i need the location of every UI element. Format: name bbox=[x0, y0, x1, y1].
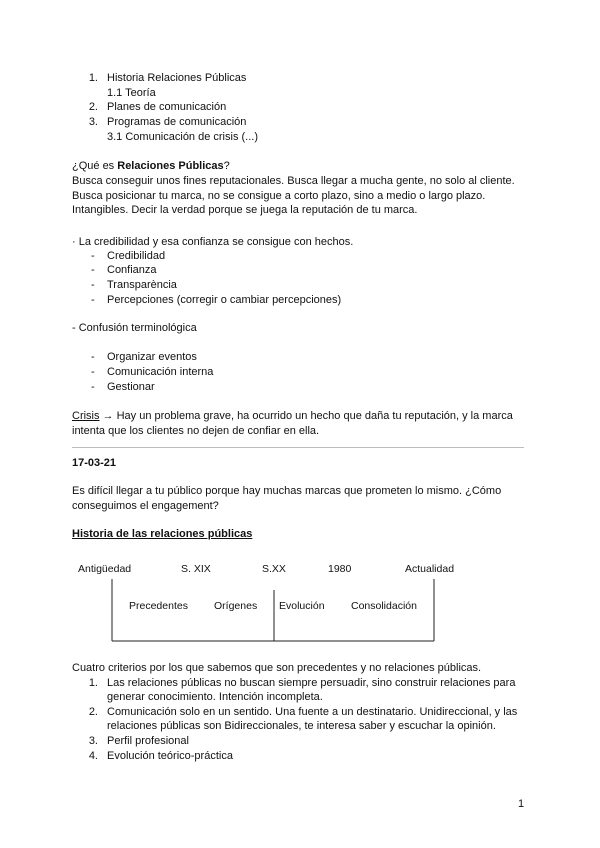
paragraph-line: Es difícil llegar a tu público porque hay muchas marcas que prometen lo mismo. ¿Cómo bbox=[72, 485, 502, 497]
timeline-stage: Evolución bbox=[279, 600, 325, 612]
paragraph-line: Busca posicionar tu marca, no se consigue a corto plazo, sino a medio o largo plazo. bbox=[72, 189, 486, 202]
date-heading: 17-03-21 bbox=[72, 457, 117, 469]
timeline-label: S.XX bbox=[262, 563, 286, 575]
confusion-title: - Confusión terminológica bbox=[72, 322, 197, 334]
crisis-term: Crisis bbox=[72, 410, 100, 422]
criteria-line: Las relaciones públicas no buscan siempre persuadir, sino construir relaciones para bbox=[107, 677, 516, 689]
outline-item: Planes de comunicación bbox=[107, 101, 227, 113]
timeline-label: S. XIX bbox=[181, 563, 211, 575]
outline-number: 1. bbox=[88, 72, 98, 84]
timeline-stage: Consolidación bbox=[351, 600, 417, 612]
criteria-number: 2. bbox=[88, 706, 98, 718]
paragraph-line: Busca conseguir unos fines reputacionales. Busca llegar a mucha gente, no solo al cliente. bbox=[72, 175, 515, 187]
rp-question-bold: Relaciones Públicas bbox=[117, 160, 224, 172]
criteria-intro: Cuatro criterios por los que sabemos que son precedentes y no relaciones públicas. bbox=[72, 662, 482, 674]
bullet-dash: - bbox=[91, 264, 95, 276]
paragraph-line: conseguimos el engagement? bbox=[72, 499, 219, 512]
rp-question-suffix: ? bbox=[223, 160, 230, 172]
criteria-line: Evolución teórico-práctica bbox=[107, 750, 233, 762]
timeline-label: 1980 bbox=[328, 563, 352, 575]
outline-subitem: 3.1 Comunicación de crisis (...) bbox=[107, 131, 258, 143]
criteria-line: Comunicación solo en un sentido. Una fuente a un destinatario. Unidireccional, y las bbox=[107, 706, 518, 718]
crisis-line-2: intenta que los clientes no dejen de confiar en ella. bbox=[72, 425, 320, 437]
outline-number: 2. bbox=[88, 101, 98, 113]
outline-item: Programas de comunicación bbox=[107, 116, 247, 128]
list-item: Percepciones (corregir o cambiar percepciones) bbox=[107, 294, 342, 306]
list-item: Confianza bbox=[107, 264, 157, 276]
criteria-line: relaciones públicas son Bidireccionales, te interesa saber y escuchar la opinión. bbox=[107, 720, 496, 732]
outline-subitem: 1.1 Teoría bbox=[107, 87, 156, 99]
criteria-line: generar conocimiento. Intención incompleta. bbox=[107, 691, 323, 703]
bullet-dash: - bbox=[91, 351, 95, 363]
page-number: 1 bbox=[518, 798, 525, 810]
criteria-number: 1. bbox=[88, 677, 98, 689]
list-item: Transparència bbox=[107, 279, 177, 291]
credibility-intro: · La credibilidad y esa confianza se consigue con hechos. bbox=[72, 236, 354, 248]
list-item: Credibilidad bbox=[107, 250, 166, 262]
bullet-dash: - bbox=[91, 279, 95, 291]
outline-item: Historia Relaciones Públicas bbox=[107, 72, 247, 84]
bullet-dash: - bbox=[91, 381, 95, 393]
timeline-label: Actualidad bbox=[405, 563, 455, 575]
bullet-dash: - bbox=[91, 250, 95, 262]
list-item: Organizar eventos bbox=[107, 351, 197, 363]
criteria-line: Perfil profesional bbox=[107, 735, 189, 747]
paragraph-line: Intangibles. Decir la verdad porque se juega la reputación de tu marca. bbox=[72, 204, 418, 217]
history-title: Historia de las relaciones públicas bbox=[72, 528, 253, 540]
crisis-definition: → Hay un problema grave, ha ocurrido un hecho que daña tu reputación, y la marca bbox=[99, 410, 513, 422]
rp-question-prefix: ¿Qué es bbox=[72, 160, 118, 172]
bullet-dash: - bbox=[91, 294, 95, 306]
outline-number: 3. bbox=[88, 116, 98, 128]
timeline-stage: Orígenes bbox=[214, 600, 258, 612]
timeline-label: Antigüedad bbox=[78, 563, 132, 575]
timeline-stage: Precedentes bbox=[129, 600, 188, 612]
criteria-number: 3. bbox=[88, 735, 98, 747]
list-item: Gestionar bbox=[107, 381, 155, 393]
criteria-number: 4. bbox=[88, 750, 98, 762]
bullet-dash: - bbox=[91, 366, 95, 378]
list-item: Comunicación interna bbox=[107, 366, 214, 378]
